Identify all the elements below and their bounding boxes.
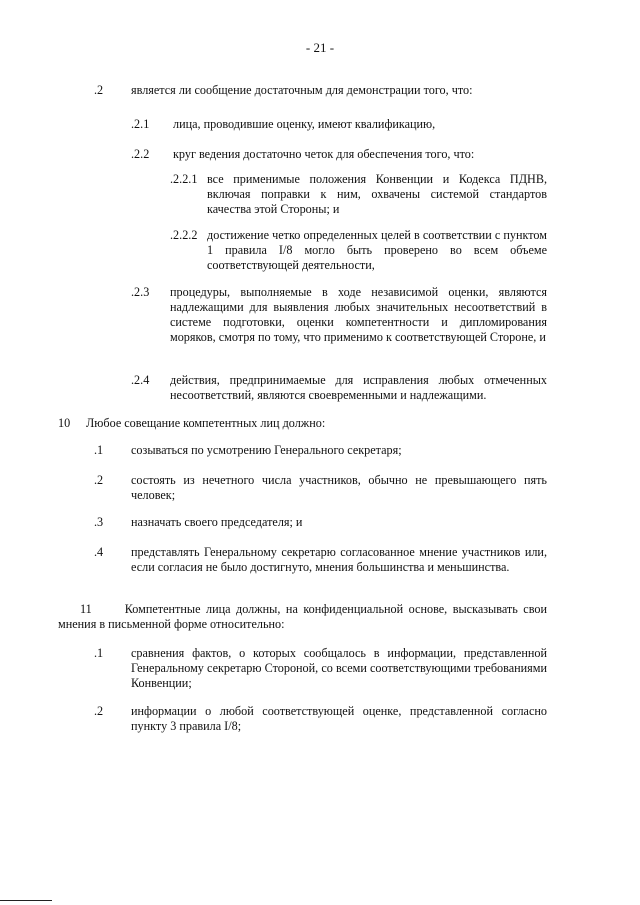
- paragraph-text: Любое совещание компетентных лиц должно:: [86, 416, 326, 430]
- item-number: .2.2: [131, 147, 150, 161]
- item-number: .2.3: [131, 285, 150, 299]
- item-number: .1: [94, 646, 104, 660]
- page-number: - 21 -: [305, 40, 335, 55]
- item-text: сравнения фактов, о которых сообщалось в информации, представленной Генеральному секретарю Стороной, со всеми соответствующими требованиями Конвенции;: [131, 646, 547, 690]
- item-text: является ли сообщение достаточным для демонстрации того, что:: [131, 83, 473, 97]
- item-number: .2: [94, 473, 104, 487]
- item-number: .2.4: [131, 373, 150, 387]
- item-text: лица, проводившие оценку, имеют квалификацию,: [173, 117, 436, 131]
- item-text: представлять Генеральному секретарю согласованное мнение участников или, если согласия не было достигнуто, мнения большинства и меньшинства.: [131, 545, 547, 574]
- item-number: .2.2.2: [170, 228, 198, 242]
- item-text: все применимые положения Конвенции и Кодекса ПДНВ, включая поправки к ним, охвачены системой стандартов качества этой Стороны; и: [207, 172, 547, 216]
- item-text: действия, предпринимаемые для исправления любых отмеченных несоответствий, являются своевременными и надлежащими.: [170, 373, 547, 402]
- footer-rule: [0, 900, 52, 901]
- item-text: созываться по усмотрению Генерального секретаря;: [131, 443, 402, 457]
- item-number: .2.2.1: [170, 172, 198, 186]
- item-text: круг ведения достаточно четок для обеспечения того, что:: [173, 147, 475, 161]
- item-text: состоять из нечетного числа участников, обычно не превышающего пять человек;: [131, 473, 547, 502]
- item-text: информации о любой соответствующей оценке, представленной согласно пункту 3 правила I/8;: [131, 704, 547, 733]
- item-text: достижение четко определенных целей в соответствии с пунктом 1 правила I/8 могло быть проверено во всем объеме соответствующей деятельности,: [207, 228, 547, 272]
- item-number: .4: [94, 545, 104, 559]
- item-text: процедуры, выполняемые в ходе независимой оценки, являются надлежащими для выявления любых значительных несоответствий в системе подготовки, оценки компетентности и дипломирования моряков, смотря по тому, что применимо к соответствующей Стороне, и: [170, 285, 547, 344]
- item-number: .2: [94, 83, 104, 97]
- item-number: .2: [94, 704, 104, 718]
- item-number: .1: [94, 443, 104, 457]
- paragraph: 11 Компетентные лица должны, на конфиденциальной основе, высказывать свои мнения в письменной форме относительно:: [58, 602, 547, 631]
- item-number: .3: [94, 515, 104, 529]
- paragraph-number: 10: [58, 416, 71, 430]
- item-text: назначать своего председателя; и: [131, 515, 303, 529]
- item-number: .2.1: [131, 117, 150, 131]
